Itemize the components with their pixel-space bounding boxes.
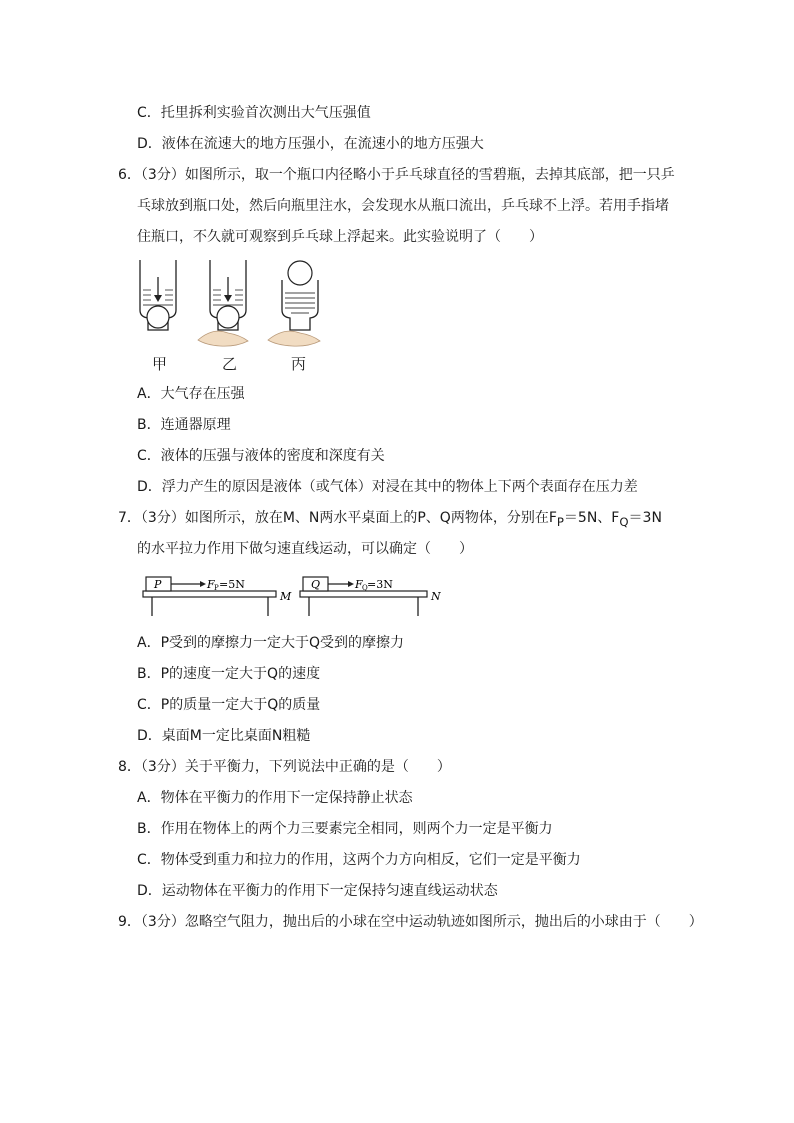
q6-option-c: C．液体的压强与液体的密度和深度有关 xyxy=(137,448,385,464)
q7-stem-sub-q: Q xyxy=(619,514,629,529)
q7-stem-line1 xyxy=(118,508,662,532)
q7-option-b: B．P的速度一定大于Q的速度 xyxy=(137,666,321,682)
q8-option-c: C．物体受到重力和拉力的作用，这两个力方向相反，它们一定是平衡力 xyxy=(137,852,581,868)
bottle-yi xyxy=(198,260,248,346)
q8-option-d: D．运动物体在平衡力的作用下一定保持匀速直线运动状态 xyxy=(137,883,498,899)
table-n-label: N xyxy=(431,590,441,603)
q7-option-d: D．桌面M一定比桌面N粗糙 xyxy=(137,728,311,744)
q6-option-b: B．连通器原理 xyxy=(137,417,231,433)
q6-option-a: A．大气存在压强 xyxy=(137,386,245,402)
force-q-sub: Q xyxy=(362,584,368,592)
force-q-label: F xyxy=(355,578,363,591)
q7-option-a: A．P受到的摩擦力一定大于Q受到的摩擦力 xyxy=(137,635,405,651)
fig-label-yi: 乙 xyxy=(222,355,238,373)
force-q-value: =3N xyxy=(367,578,393,591)
force-p-sub: P xyxy=(214,584,219,592)
fig-label-jia: 甲 xyxy=(152,355,168,373)
force-p-label: F xyxy=(207,578,215,591)
q6-option-d: D．浮力产生的原因是液体（或气体）对浸在其中的物体上下两个表面存在压力差 xyxy=(137,479,638,495)
force-p-value: =5N xyxy=(219,578,245,591)
q7-stem-line2: 的水平拉力作用下做匀速直线运动，可以确定（ ） xyxy=(137,541,473,557)
q8-option-b: B．作用在物体上的两个力三要素完全相同，则两个力一定是平衡力 xyxy=(137,821,553,837)
q5-option-d: D．液体在流速大的地方压强小，在流速小的地方压强大 xyxy=(137,136,484,152)
q7-option-c: C．P的质量一定大于Q的质量 xyxy=(137,697,321,713)
q6-stem-line2: 乓球放到瓶口处，然后向瓶里注水，会发现水从瓶口流出，乒乓球不上浮。若用手指堵 xyxy=(137,198,669,214)
q7-stem-sub-p: P xyxy=(556,514,564,529)
q7-tables-figure xyxy=(140,570,450,620)
q7-stem-text-c: ＝3N xyxy=(628,510,662,526)
bottle-bing xyxy=(268,261,320,346)
q5-option-c: C．托里拆利实验首次测出大气压强值 xyxy=(137,105,371,121)
q6-stem-line1: 6．（3分）如图所示，取一个瓶口内径略小于乒乓球直径的雪碧瓶，去掉其底部，把一只乒 xyxy=(118,167,675,183)
block-p-label: P xyxy=(154,578,162,591)
q6-stem-line3: 住瓶口，不久就可观察到乒乓球上浮起来。此实验说明了（ ） xyxy=(137,229,543,245)
bottle-jia xyxy=(140,260,176,330)
table-m-label: M xyxy=(280,590,292,603)
q8-option-a: A．物体在平衡力的作用下一定保持静止状态 xyxy=(137,790,413,806)
q9-stem: 9．（3分）忽略空气阻力，抛出后的小球在空中运动轨迹如图所示，抛出后的小球由于（ ） xyxy=(118,914,703,930)
fig-label-bing: 丙 xyxy=(291,355,307,373)
q7-stem-text-a: 7．（3分）如图所示，放在M、N两水平桌面上的P、Q两物体，分别在F xyxy=(118,510,557,526)
q8-stem: 8．（3分）关于平衡力，下列说法中正确的是（ ） xyxy=(118,759,451,775)
block-q-label: Q xyxy=(311,578,321,591)
q7-stem-text-b: ＝5N、F xyxy=(563,510,620,526)
